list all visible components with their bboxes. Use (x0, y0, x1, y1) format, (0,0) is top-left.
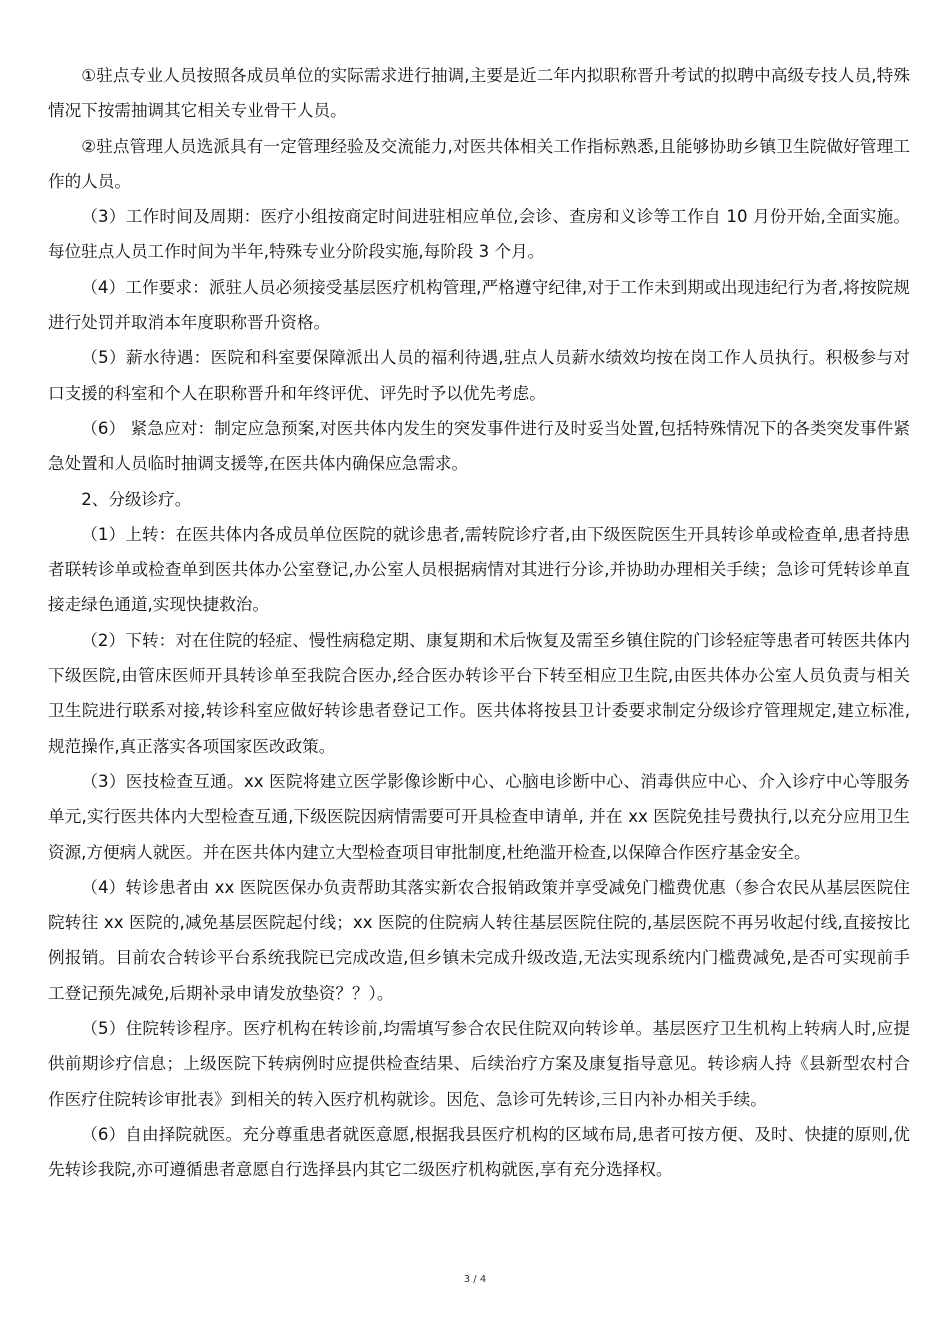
paragraph-management-staff: ②驻点管理人员选派具有一定管理经验及交流能力,对医共体相关工作指标熟悉,且能够协助乡镇卫生院做好管理工作的人员。 (48, 136, 910, 191)
paragraph-salary: （5）薪水待遇：医院和科室要保障派出人员的福利待遇,驻点人员薪水绩效均按在岗工作人员执行。积极参与对口支援的科室和个人在职称晋升和年终评优、评先时予以优先考虑。 (48, 348, 910, 403)
paragraph-upward-referral: （1）上转：在医共体内各成员单位医院的就诊患者,需转院诊疗者,由下级医院医生开具转诊单或检查单,患者持患者联转诊单或检查单到医共体办公室登记,办公室人员根据病情对其进行分诊,并协助办理相关手续；急诊可凭转诊单直接走绿色通道,实现快捷救治。 (48, 524, 910, 615)
paragraph-exam-sharing: （3）医技检查互通。xx 医院将建立医学影像诊断中心、心脑电诊断中心、消毒供应中心、介入诊疗中心等服务单元,实行医共体内大型检查互通,下级医院因病情需要可开具检查申请单, 并在 xx 医院免挂号费执行,以充分应用卫生资源,方便病人就医。并在医共体内建立大型检查项目审批制度,杜绝滥开检查,以保障合作医疗基金安全。 (48, 771, 910, 862)
paragraph-inpatient-referral: （5）住院转诊程序。医疗机构在转诊前,均需填写参合农民住院双向转诊单。基层医疗卫生机构上转病人时,应提供前期诊疗信息；上级医院下转病例时应提供检查结果、后续治疗方案及康复指导意见。转诊病人持《县新型农村合作医疗住院转诊审批表》到相关的转入医疗机构就诊。因危、急诊可先转诊,三日内补办相关手续。 (48, 1019, 910, 1109)
page-number: 3 / 4 (463, 1274, 487, 1285)
document-body (48, 58, 910, 1188)
paragraph-downward-referral: （2）下转：对在住院的轻症、慢性病稳定期、康复期和术后恢复及需至乡镇住院的门诊轻症等患者可转医共体内下级医院,由管床医师开具转诊单至我院合医办,经合医办转诊平台下转至相应卫生院,由医共体办公室人员负责与相关卫生院进行联系对接,转诊科室应做好转诊患者登记工作。医共体将按县卫计委要求制定分级诊疗管理规定,建立标准,规范操作,真正落实各项国家医改政策。 (48, 630, 910, 756)
paragraph-emergency: （6） 紧急应对：制定应急预案,对医共体内发生的突发事件进行及时妥当处置,包括特殊情况下的各类突发事件紧急处置和人员临时抽调支援等,在医共体内确保应急需求。 (48, 418, 910, 474)
paragraph-free-choice: （6）自由择院就医。充分尊重患者就医意愿,根据我县医疗机构的区域布局,患者可按方便、及时、快捷的原则,优先转诊我院,亦可遵循患者意愿自行选择县内其它二级医疗机构就医,享有充分选择权。 (48, 1124, 910, 1180)
section-heading-tiered-care: 2、分级诊疗。 (81, 489, 192, 509)
paragraph-staff-selection: ①驻点专业人员按照各成员单位的实际需求进行抽调,主要是近二年内拟职称晋升考试的拟聘中高级专技人员,特殊情况下按需抽调其它相关专业骨干人员。 (48, 66, 910, 121)
paragraph-work-period: （3）工作时间及周期：医疗小组按商定时间进驻相应单位,会诊、查房和义诊等工作自 10 月份开始,全面实施。每位驻点人员工作时间为半年,特殊专业分阶段实施,每阶段 3 个月。 (48, 207, 910, 262)
paragraph-work-requirements: （4）工作要求：派驻人员必须接受基层医疗机构管理,严格遵守纪律,对于工作未到期或出现违纪行为者,将按院规进行处罚并取消本年度职称晋升资格。 (48, 277, 910, 333)
paragraph-insurance: （4）转诊患者由 xx 医院医保办负责帮助其落实新农合报销政策并享受减免门槛费优惠（参合农民从基层医院住院转往 xx 医院的,减免基层医院起付线；xx 医院的住院病人转往基层医院住院的,基层医院不再另收起付线,直接按比例报销。目前农合转诊平台系统我院已完成改造,但乡镇未完成升级改造,无法实现系统内门槛费减免,是否可实现前手工登记预先减免,后期补录申请发放垫资？？）。 (48, 877, 910, 1003)
